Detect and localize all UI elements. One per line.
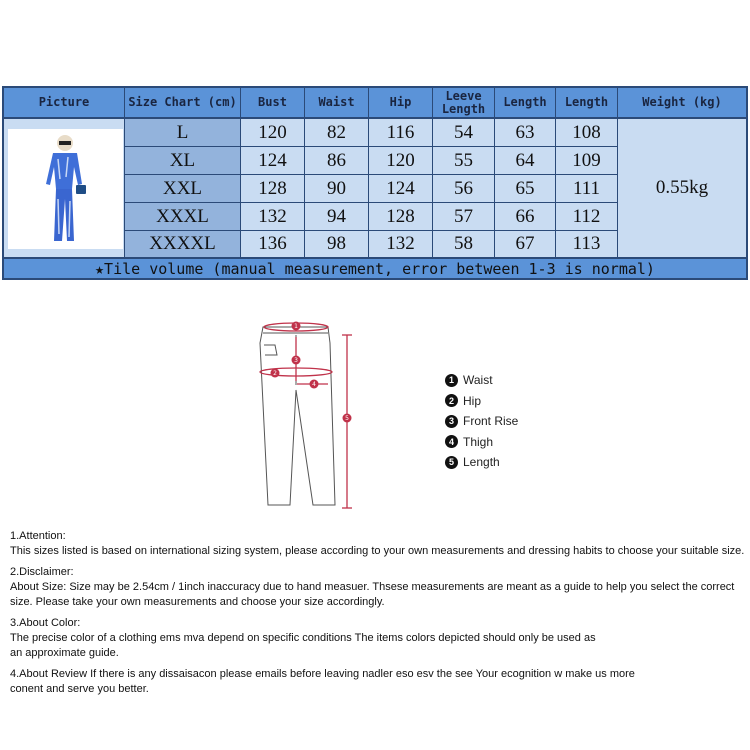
bust-cell: 132	[241, 203, 305, 231]
length1-cell: 64	[495, 147, 556, 175]
legend-label: Thigh	[463, 434, 494, 449]
product-image	[8, 129, 123, 249]
svg-text:1: 1	[294, 323, 298, 330]
legend-label: Hip	[463, 393, 482, 408]
length1-cell: 67	[495, 231, 556, 257]
weight-cell: 0.55kg	[618, 119, 746, 257]
waist-cell: 90	[305, 175, 369, 203]
legend-item-thigh	[445, 432, 518, 453]
size-cell: XXL	[125, 175, 241, 203]
length2-cell: 108	[556, 119, 618, 147]
sleeve-cell: 58	[433, 231, 495, 257]
size-cell: L	[125, 119, 241, 147]
size-cell: XXXXL	[125, 231, 241, 257]
hip-cell: 132	[369, 231, 433, 257]
header-length-1: Length	[495, 88, 556, 119]
note-attention	[10, 529, 750, 559]
size-chart-table	[2, 86, 748, 280]
size-cell: XL	[125, 147, 241, 175]
hip-cell: 124	[369, 175, 433, 203]
svg-text:2: 2	[273, 370, 277, 377]
bust-cell: 136	[241, 231, 305, 257]
hip-cell: 120	[369, 147, 433, 175]
waist-cell: 98	[305, 231, 369, 257]
header-length-2: Length	[556, 88, 618, 119]
waist-cell: 82	[305, 119, 369, 147]
legend-item-waist	[445, 370, 518, 391]
svg-text:5: 5	[345, 415, 349, 422]
sleeve-cell: 54	[433, 119, 495, 147]
header-size: Size Chart (cm)	[125, 88, 241, 119]
header-sleeve-length: Leeve Length	[433, 88, 495, 119]
length2-cell: 111	[556, 175, 618, 203]
sleeve-cell: 56	[433, 175, 495, 203]
measurement-legend	[445, 370, 518, 473]
length1-cell: 65	[495, 175, 556, 203]
bust-cell: 124	[241, 147, 305, 175]
hip-cell: 116	[369, 119, 433, 147]
size-cell: XXXL	[125, 203, 241, 231]
note-title: 1.Attention:	[10, 530, 66, 542]
svg-text:3: 3	[294, 357, 298, 364]
note-color	[10, 616, 600, 661]
length2-cell: 109	[556, 147, 618, 175]
product-picture-cell	[4, 119, 125, 257]
number-1-icon: 1	[445, 374, 458, 387]
header-bust: Bust	[241, 88, 305, 119]
length1-cell: 66	[495, 203, 556, 231]
legend-label: Length	[463, 455, 500, 470]
header-waist: Waist	[305, 88, 369, 119]
table-footer-note: ★Tile volume (manual measurement, error between 1-3 is normal)	[4, 257, 746, 278]
note-review	[10, 667, 640, 697]
length2-cell: 113	[556, 231, 618, 257]
legend-label: Front Rise	[463, 414, 519, 429]
note-title: 3.About Color:	[10, 617, 81, 629]
number-5-icon: 5	[445, 456, 458, 469]
number-2-icon: 2	[445, 394, 458, 407]
length2-cell: 112	[556, 203, 618, 231]
note-text: 4.About Review If there is any dissaisacon please emails before leaving nadler eso esv the see Your ecognition w make us more conent and serve you better.	[10, 668, 635, 695]
length1-cell: 63	[495, 119, 556, 147]
number-3-icon: 3	[445, 415, 458, 428]
note-text: About Size: Size may be 2.54cm / 1inch inaccuracy due to hand measuer. Thsese measurements are meant as a guide to help you select the correct size. Please take your own measurements and choose your size accordingly.	[10, 581, 735, 608]
waist-cell: 86	[305, 147, 369, 175]
header-picture: Picture	[4, 88, 125, 119]
sleeve-cell: 57	[433, 203, 495, 231]
header-hip: Hip	[369, 88, 433, 119]
note-disclaimer	[10, 565, 745, 610]
number-4-icon: 4	[445, 435, 458, 448]
bust-cell: 128	[241, 175, 305, 203]
legend-item-length	[445, 452, 518, 473]
legend-item-hip	[445, 391, 518, 412]
hip-cell: 128	[369, 203, 433, 231]
svg-text:4: 4	[312, 381, 316, 388]
bust-cell: 120	[241, 119, 305, 147]
notes-section	[10, 529, 750, 703]
legend-label: Waist	[463, 373, 493, 388]
waist-cell: 94	[305, 203, 369, 231]
note-text: The precise color of a clothing ems mva depend on specific conditions The items colors depicted should only be used as an approximate guide.	[10, 632, 596, 659]
legend-item-front-rise	[445, 411, 518, 432]
header-weight: Weight (kg)	[618, 88, 746, 119]
note-text: This sizes listed is based on international sizing system, please according to your own measurements and dressing habits to choose your suitable size.	[10, 545, 745, 557]
sleeve-cell: 55	[433, 147, 495, 175]
note-title: 2.Disclaimer:	[10, 566, 74, 578]
pants-measurement-diagram	[250, 315, 360, 515]
